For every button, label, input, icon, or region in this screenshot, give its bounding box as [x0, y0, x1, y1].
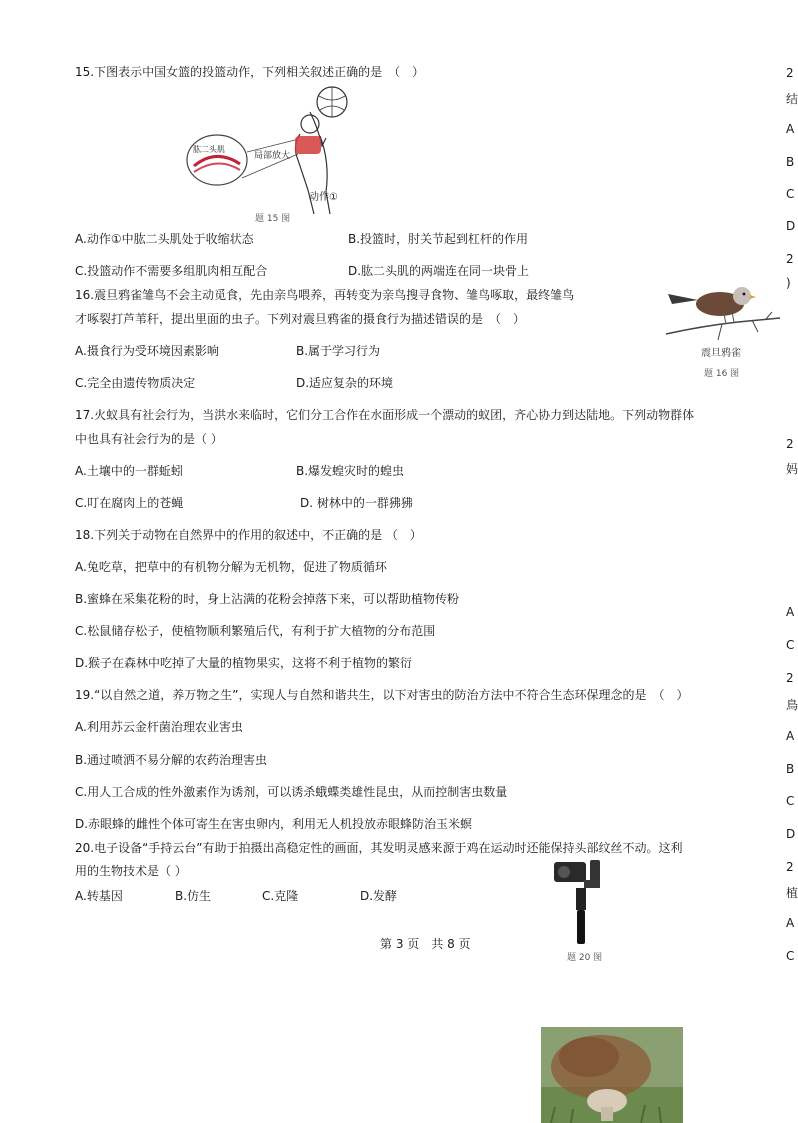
- right-col-0: 2: [786, 66, 794, 80]
- q17-option-a: A.土壤中的一群蚯蚓: [75, 464, 183, 478]
- q20-option-b: B.仿生: [175, 889, 212, 903]
- right-col-19: 植: [786, 886, 798, 900]
- q19-option-c: C.用人工合成的性外激素作为诱剂，可以诱杀蛾蝶类雄性昆虫，从而控制害虫数量: [75, 785, 508, 799]
- page-footer: 第 3 页 共 8 页: [380, 937, 471, 951]
- q15-label-biceps: 肱二头肌: [193, 145, 225, 154]
- q16-option-c: C.完全由遗传物质决定: [75, 376, 196, 390]
- q15-label-action: 动作①: [309, 192, 338, 203]
- q19-option-b: B.通过喷洒不易分解的农药治理害虫: [75, 753, 268, 767]
- right-col-13: 鳥: [786, 698, 798, 712]
- q16-caption: 题 16 图: [704, 369, 740, 379]
- right-col-3: B: [786, 155, 795, 169]
- q20-option-c: C.克隆: [262, 889, 299, 903]
- right-col-1: 结: [786, 92, 798, 106]
- q20-stem-line2: 用的生物技术是（ ）: [75, 864, 187, 878]
- q20-stem-line1: 20.电子设备“手持云台”有助于拍摄出高稳定性的画面，其发明灵感来源于鸡在运动时还能保持头部纹丝不动。这利: [75, 841, 683, 855]
- right-col-14: A: [786, 729, 795, 743]
- q19-option-a: A.利用苏云金杆菌治理农业害虫: [75, 720, 243, 734]
- q20-option-a: A.转基因: [75, 889, 123, 903]
- q15-option-b: B.投篮时，肘关节起到杠杆的作用: [348, 232, 529, 246]
- right-col-17: D: [786, 827, 796, 841]
- q17-stem-line2: 中也具有社会行为的是（ ）: [75, 432, 223, 446]
- q16-option-b: B.属于学习行为: [296, 344, 381, 358]
- right-col-16: C: [786, 794, 795, 808]
- q16-label-bird: 震旦鸦雀: [701, 348, 741, 359]
- right-col-12: 2: [786, 671, 794, 685]
- q19-stem: 19.“以自然之道，养万物之生”，实现人与自然和谐共生，以下对害虫的防治方法中不符合生态环保理念的是 （ ）: [75, 688, 689, 702]
- q16-option-a: A.摄食行为受环境因素影响: [75, 344, 219, 358]
- q17-stem-line1: 17.火蚁具有社会行为，当洪水来临时，它们分工合作在水面形成一个漂动的蚁团，齐心协力到达陆地。下列动物群体: [75, 408, 695, 422]
- right-col-15: B: [786, 762, 795, 776]
- q15-stem: 15.下图表示中国女篮的投篮动作，下列相关叙述正确的是 （ ）: [75, 65, 425, 79]
- q16-stem-line1: 16.震旦鸦雀雏鸟不会主动觅食，先由亲鸟喂养，再转变为亲鸟搜寻食物、雏鸟啄取，最终雏鸟: [75, 288, 575, 302]
- q18-option-c: C.松鼠储存松子，使植物顺利繁殖后代，有利于扩大植物的分布范围: [75, 624, 436, 638]
- q20-gimbal-figure: [550, 858, 614, 946]
- q20-caption: 题 20 图: [567, 953, 603, 963]
- right-col-21: C: [786, 949, 795, 963]
- right-col-20: A: [786, 916, 795, 930]
- right-col-8: 2: [786, 437, 794, 451]
- right-col-5: D: [786, 219, 796, 233]
- q18-option-a: A.兔吃草，把草中的有机物分解为无机物，促进了物质循环: [75, 560, 387, 574]
- q15-option-d: D.肱二头肌的两端连在同一块骨上: [348, 264, 530, 278]
- q16-stem-line2: 才啄裂打芦苇秆，提出里面的虫子。下列对震旦鸦雀的摄食行为描述错误的是 （ ）: [75, 312, 526, 326]
- q17-option-b: B.爆发蝗灾时的蝗虫: [296, 464, 405, 478]
- q17-option-d: D. 树林中的一群狒狒: [300, 496, 413, 510]
- right-col-7: ): [786, 276, 791, 290]
- right-col-9: 妈: [786, 462, 798, 476]
- q18-option-d: D.猴子在森林中吃掉了大量的植物果实，这将不利于植物的繁衍: [75, 656, 413, 670]
- q15-option-a: A.动作①中肱二头肌处于收缩状态: [75, 232, 254, 246]
- q18-option-b: B.蜜蜂在采集花粉的时，身上沾满的花粉会掉落下来，可以帮助植物传粉: [75, 592, 460, 606]
- mushroom-photo: [541, 1027, 683, 1123]
- right-col-18: 2: [786, 860, 794, 874]
- q17-option-c: C.叮在腐肉上的苍蝇: [75, 496, 184, 510]
- q16-bird-figure: [662, 282, 782, 344]
- q19-option-d: D.赤眼蜂的雌性个体可寄生在害虫卵内，利用无人机投放赤眼蜂防治玉米螟: [75, 817, 473, 831]
- q15-option-c: C.投篮动作不需要多组肌肉相互配合: [75, 264, 268, 278]
- q15-label-zoom: 局部放大: [254, 151, 291, 161]
- q18-stem: 18.下列关于动物在自然界中的作用的叙述中，不正确的是 （ ）: [75, 528, 422, 542]
- right-col-6: 2: [786, 252, 794, 266]
- q15-caption: 题 15 图: [255, 214, 291, 224]
- right-col-10: A: [786, 605, 795, 619]
- right-col-11: C: [786, 638, 795, 652]
- q20-option-d: D.发酵: [360, 889, 398, 903]
- right-col-2: A: [786, 122, 795, 136]
- q16-option-d: D.适应复杂的环境: [296, 376, 394, 390]
- right-col-4: C: [786, 187, 795, 201]
